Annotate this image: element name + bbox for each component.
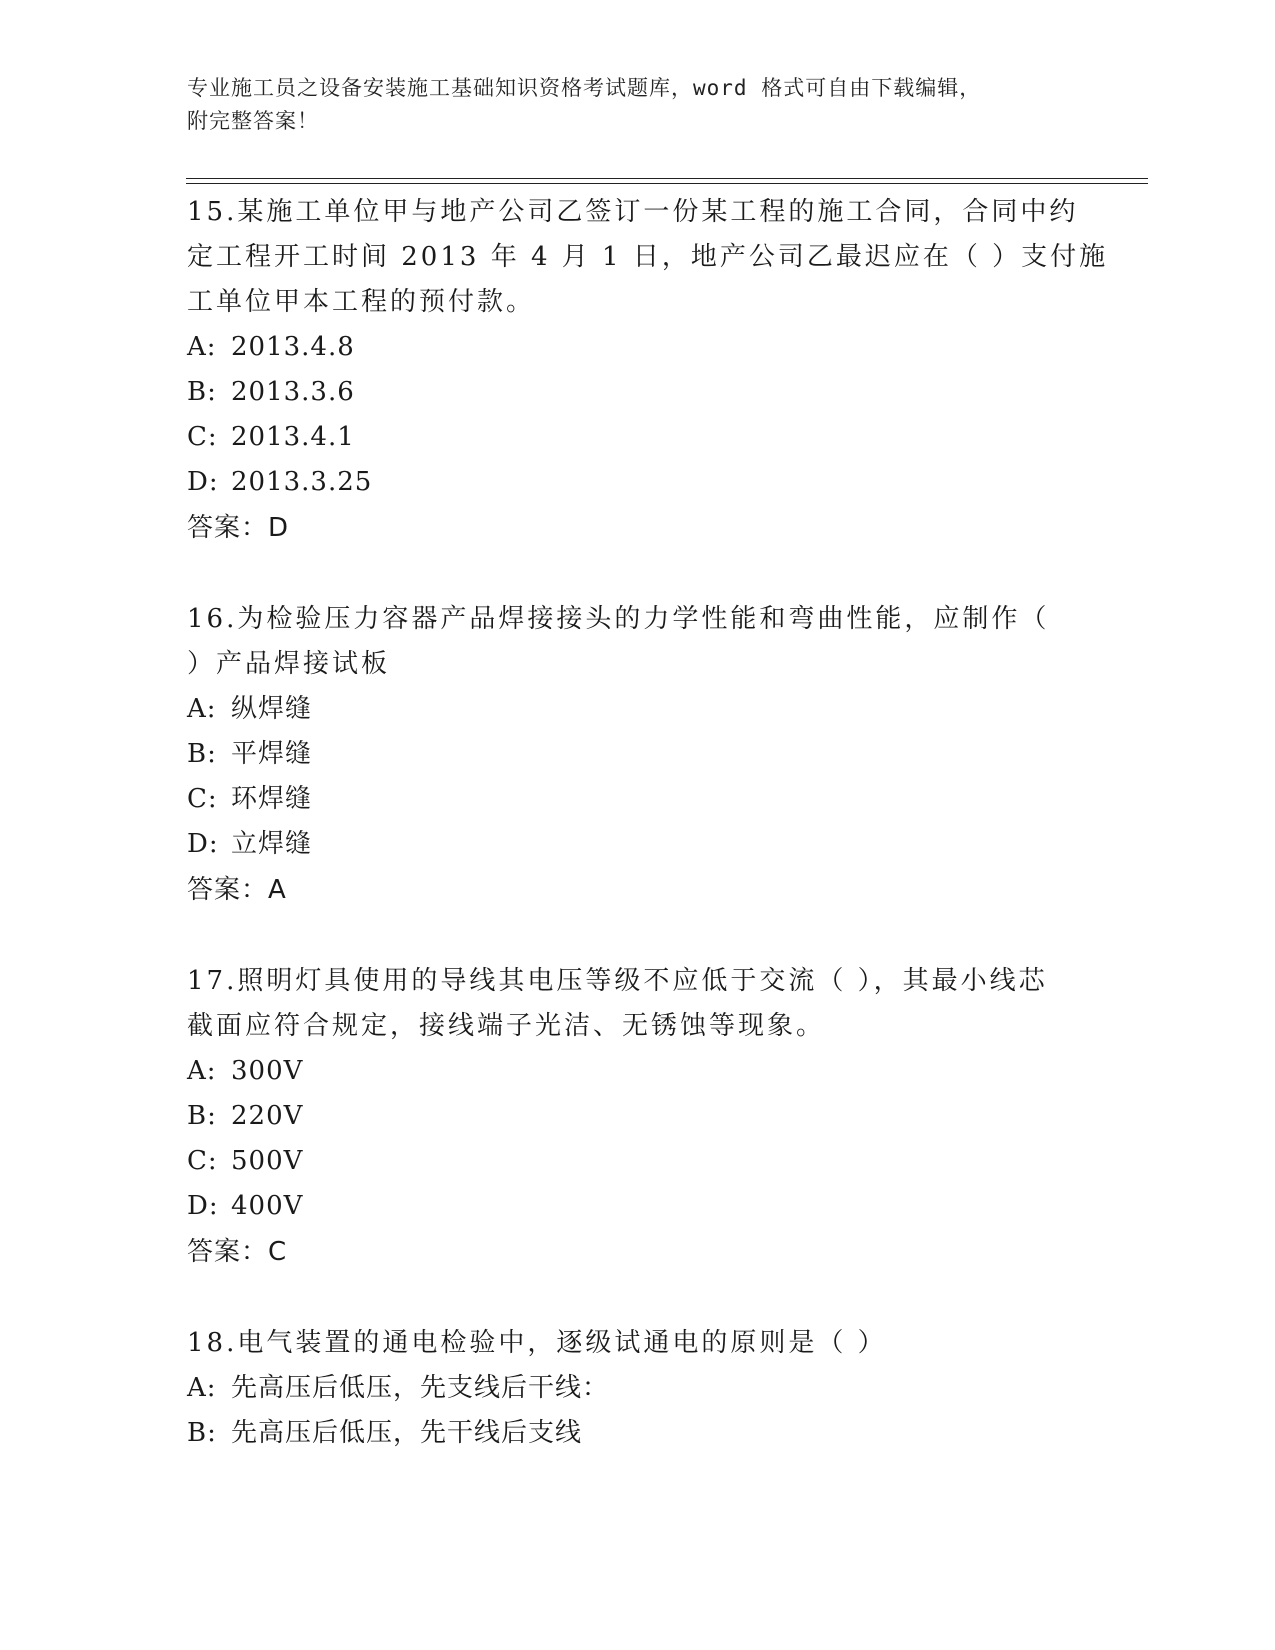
option-d	[187, 822, 1087, 867]
option-label: A:	[187, 332, 217, 362]
option-a	[187, 687, 1087, 732]
question-18	[187, 1321, 1087, 1456]
header-line-1: 专业施工员之设备安装施工基础知识资格考试题库，word 格式可自由下载编辑，	[187, 76, 982, 100]
option-text: 2013.4.1	[231, 422, 355, 452]
question-list	[187, 190, 1109, 1502]
option-label: B:	[187, 1101, 217, 1131]
option-d	[187, 460, 1087, 505]
option-c	[187, 1139, 1087, 1184]
option-b	[187, 1411, 1087, 1456]
question-stem	[187, 190, 1109, 325]
option-label: C:	[187, 1146, 218, 1176]
question-16	[187, 597, 1087, 913]
option-text: 220V	[231, 1101, 304, 1131]
option-label: D:	[187, 1191, 219, 1221]
option-text: 2013.4.8	[231, 332, 355, 362]
option-text: 2013.3.25	[231, 467, 373, 497]
document-header	[187, 72, 1087, 138]
option-c	[187, 777, 1087, 822]
option-label: B:	[187, 1418, 217, 1448]
answer-line: 答案：D	[187, 513, 290, 543]
stem-line: 定工程开工时间 2013 年 4 月 1 日，地产公司乙最迟应在（ ）支付施	[187, 242, 1109, 272]
answer-line: 答案：C	[187, 1237, 288, 1267]
option-text: 300V	[231, 1056, 304, 1086]
option-text: 2013.3.6	[231, 377, 355, 407]
option-label: C:	[187, 784, 218, 814]
question-stem	[187, 959, 1087, 1049]
option-a	[187, 1049, 1087, 1094]
stem-line: ）产品焊接试板	[187, 649, 391, 679]
option-text: 先高压后低压，先支线后干线：	[231, 1373, 610, 1403]
option-text: 环焊缝	[231, 784, 313, 814]
stem-line: 15.某施工单位甲与地产公司乙签订一份某工程的施工合同，合同中约	[187, 197, 1079, 227]
stem-line: 16.为检验压力容器产品焊接接头的力学性能和弯曲性能，应制作（	[187, 604, 1050, 634]
option-c	[187, 415, 1087, 460]
option-label: C:	[187, 422, 218, 452]
option-label: A:	[187, 1056, 217, 1086]
option-b	[187, 370, 1087, 415]
option-text: 平焊缝	[231, 739, 313, 769]
option-a	[187, 1366, 1087, 1411]
option-label: B:	[187, 377, 217, 407]
header-divider-bottom	[186, 183, 1148, 184]
option-text: 500V	[231, 1146, 304, 1176]
stem-line: 工单位甲本工程的预付款。	[187, 287, 536, 317]
question-stem	[187, 1321, 1087, 1366]
option-label: A:	[187, 694, 217, 724]
option-b	[187, 1094, 1087, 1139]
option-text: 400V	[231, 1191, 304, 1221]
option-b	[187, 732, 1087, 777]
question-15	[187, 190, 1109, 551]
option-label: D:	[187, 829, 219, 859]
option-text: 先高压后低压，先干线后支线	[231, 1418, 583, 1448]
stem-line: 17.照明灯具使用的导线其电压等级不应低于交流（ ），其最小线芯	[187, 966, 1048, 996]
option-text: 立焊缝	[231, 829, 313, 859]
header-line-2: 附完整答案！	[187, 109, 319, 133]
option-text: 纵焊缝	[231, 694, 313, 724]
question-17	[187, 959, 1087, 1275]
stem-line: 18.电气装置的通电检验中，逐级试通电的原则是（ ）	[187, 1328, 887, 1358]
option-d	[187, 1184, 1087, 1229]
option-label: B:	[187, 739, 217, 769]
answer-line: 答案：A	[187, 875, 287, 905]
question-stem	[187, 597, 1087, 687]
header-divider-top	[186, 178, 1148, 179]
option-a	[187, 325, 1087, 370]
option-label: D:	[187, 467, 219, 497]
stem-line: 截面应符合规定，接线端子光洁、无锈蚀等现象。	[187, 1011, 826, 1041]
option-label: A:	[187, 1373, 217, 1403]
